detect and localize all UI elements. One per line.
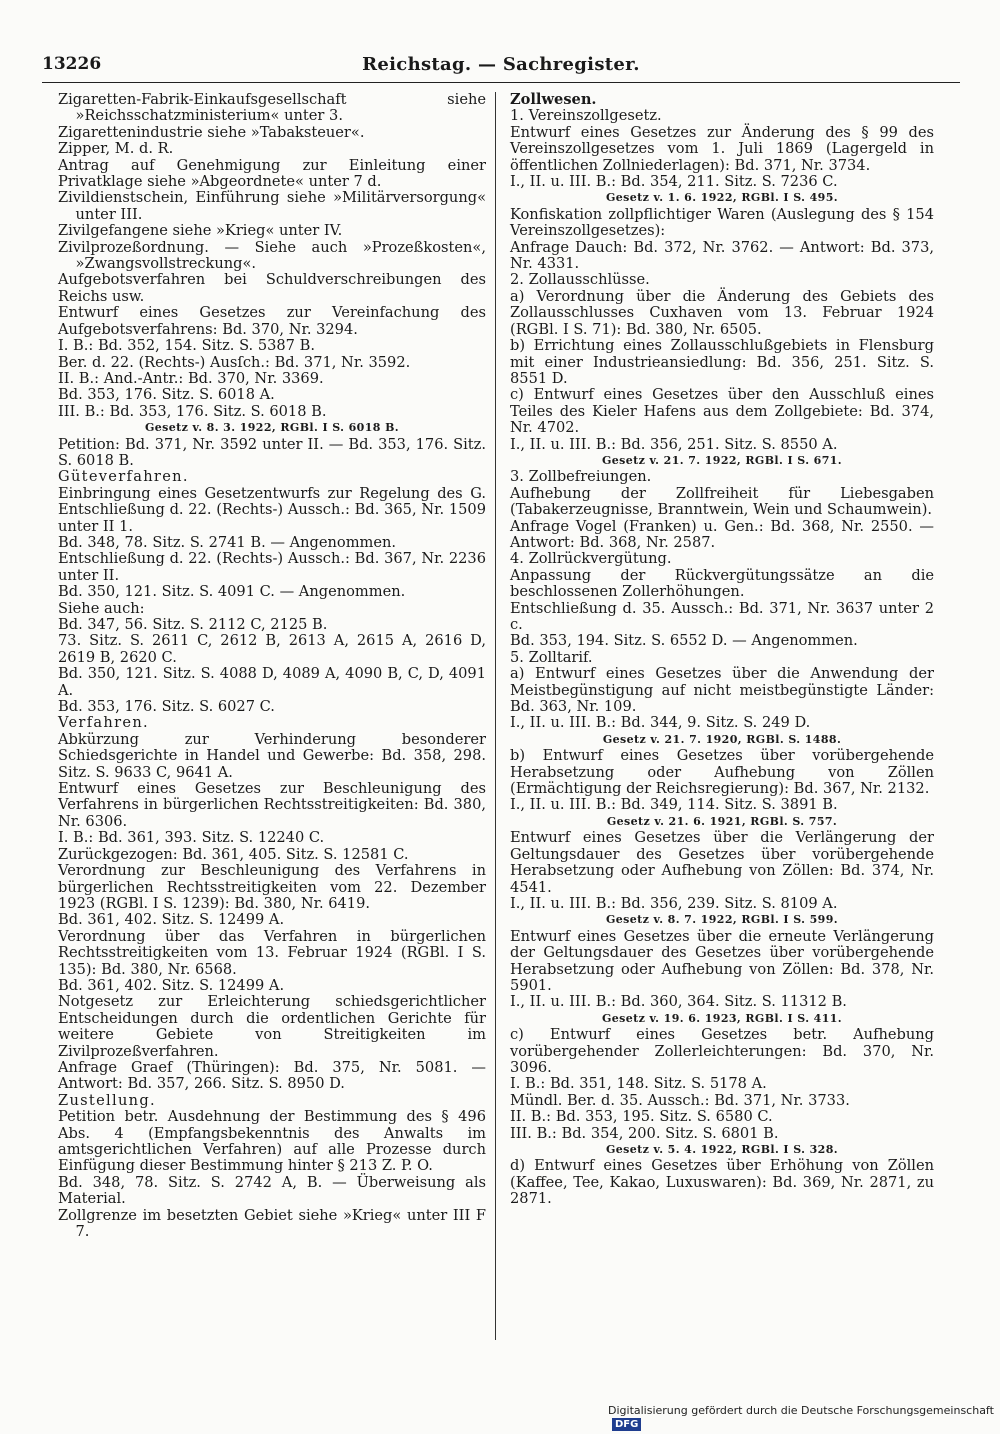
left-entry: Güteverfahren. (58, 468, 189, 486)
left-entry: Anfrage Graef (Thüringen): Bd. 375, Nr. 5081. — Antwort: Bd. 357, 266. Sitz. S. 8950 D. (58, 1058, 486, 1093)
left-entry: Bd. 350, 121. Sitz. S. 4091 C. — Angenommen. (58, 583, 406, 601)
left-entry: Bd. 361, 402. Sitz. S. 12499 A. (58, 911, 285, 929)
right-entry: a) Entwurf eines Gesetzes über die Anwendung der Meistbegünstigung auf nicht meistbegünstigte Länder: Bd. 363, Nr. 109. (510, 665, 934, 716)
right-entry: Entwurf eines Gesetzes über die Verlängerung der Geltungsdauer des Gesetzes über vorübergehende Herabsetzung oder Aufhebung von Zöllen: Bd. 374, Nr. 4541. (510, 829, 934, 896)
left-entry: Zipper, M. d. R. (58, 140, 174, 158)
right-entry: a) Verordnung über die Änderung des Gebiets des Zollausschlusses Cuxhaven vom 13. Februar 1924 (RGBl. I S. 71): Bd. 380, Nr. 6505. (510, 287, 934, 338)
left-entry: III. B.: Bd. 353, 176. Sitz. S. 6018 B. (58, 402, 327, 420)
left-entry: Entwurf eines Gesetzes zur Beschleunigung des Verfahrens in bürgerlichen Rechtsstreitigkeiten: Bd. 380, Nr. 6306. (58, 780, 486, 830)
dfg-logo: DFG (612, 1418, 641, 1431)
left-entry: Aufgebotsverfahren bei Schuldverschreibungen des Reichs usw. (58, 271, 486, 305)
right-entry: I., II. u. III. B.: Bd. 354, 211. Sitz. S. 7236 C. (510, 173, 838, 191)
left-entry: Siehe auch: (58, 599, 145, 617)
left-entry: Bd. 348, 78. Sitz. S. 2741 B. — Angenommen. (58, 533, 397, 551)
left-entry: Antrag auf Genehmigung zur Einleitung einer Privatklage siehe »Abgeordnete« unter 7 d. (58, 156, 486, 191)
page-title: Reichstag. — Sachregister. (362, 54, 640, 75)
right-entry: Bd. 353, 194. Sitz. S. 6552 D. — Angenommen. (510, 632, 858, 650)
right-entry: d) Entwurf eines Gesetzes über Erhöhung von Zöllen (Kaffee, Tee, Kakao, Luxuswaren): Bd. 369, Nr. 2871, zu 2871. (510, 1157, 934, 1208)
right-entry: Gesetz v. 21. 7. 1920, RGBl. S. 1488. (602, 732, 842, 746)
right-entry: I., II. u. III. B.: Bd. 360, 364. Sitz. S. 11312 B. (510, 993, 847, 1011)
right-entry: I., II. u. III. B.: Bd. 349, 114. Sitz. S. 3891 B. (510, 796, 838, 814)
footer-text: Digitalisierung gefördert durch die Deutsche Forschungsgemeinschaft (608, 1404, 994, 1417)
right-entry: b) Entwurf eines Gesetzes über vorübergehende Herabsetzung oder Aufhebung von Zöllen (Ermächtigung der Reichsregierung): Bd. 367, Nr. 2132. (510, 747, 934, 798)
right-entry: I., II. u. III. B.: Bd. 356, 239. Sitz. S. 8109 A. (510, 894, 838, 912)
right-entry: 1. Vereinszollgesetz. (510, 107, 662, 125)
right-entry: 2. Zollausschlüsse. (510, 271, 650, 289)
left-entry: Bd. 347, 56. Sitz. S. 2112 C, 2125 B. (58, 616, 328, 633)
left-entry: 73. Sitz. S. 2611 C, 2612 B, 2613 A, 2615 A, 2616 D, 2619 B, 2620 C. (58, 632, 486, 666)
right-entry: Gesetz v. 21. 6. 1921, RGBl. S. 757. (606, 814, 838, 828)
left-entry: Zivilprozeßordnung. — Siehe auch »Prozeßkosten«, »Zwangsvollstreckung«. (58, 238, 486, 273)
right-entry: Gesetz v. 1. 6. 1922, RGBl. I S. 495. (605, 191, 839, 205)
page-number: 13226 (42, 54, 102, 74)
left-entry: Notgesetz zur Erleichterung schiedsgerichtlicher Entscheidungen durch die ordentlichen Gerichte für weitere Gebiete von Streitigkeiten im Zivilprozeßverfahren. (58, 993, 486, 1060)
left-entry: Entschließung d. 22. (Rechts-) Aussch.: Bd. 367, Nr. 2236 unter II. (58, 550, 486, 584)
page-header (42, 54, 960, 84)
right-entry: Entwurf eines Gesetzes zur Änderung des § 99 des Vereinszollgesetzes vom 1. Juli 1869 (Lagergeld in öffentlichen Zollniederlagen): Bd. 371, Nr. 3734. (510, 123, 934, 174)
right-entry: Gesetz v. 8. 7. 1922, RGBl. I S. 599. (605, 913, 839, 927)
left-entry: Verordnung zur Beschleunigung des Verfahrens in bürgerlichen Rechtsstreitigkeiten vom 22. Dezember 1923 (RGBl. I S. 1239): Bd. 380, Nr. 6419. (58, 862, 486, 912)
right-entry: Entwurf eines Gesetzes über die erneute Verlängerung der Geltungsdauer des Gesetzes über vorübergehende Herabsetzung oder Aufhebung von Zöllen: Bd. 378, Nr. 5901. (510, 927, 934, 994)
right-entry: I., II. u. III. B.: Bd. 356, 251. Sitz. S. 8550 A. (510, 435, 838, 453)
right-entry: Entschließung d. 35. Aussch.: Bd. 371, Nr. 3637 unter 2 c. (510, 599, 934, 633)
right-entry: III. B.: Bd. 354, 200. Sitz. S. 6801 B. (510, 1124, 779, 1142)
right-entry: Gesetz v. 5. 4. 1922, RGBl. I S. 328. (605, 1143, 839, 1156)
left-entry: Ber. d. 22. (Rechts-) Ausſch.: Bd. 371, Nr. 3592. (58, 353, 411, 371)
right-entry: b) Errichtung eines Zollausschlußgebiets in Flensburg mit einer Industrieansiedlung: Bd. 356, 251. Sitz. S. 8551 D. (510, 337, 934, 387)
left-entry: Zurückgezogen: Bd. 361, 405. Sitz. S. 12581 C. (58, 845, 409, 863)
left-entry: Petition: Bd. 371, Nr. 3592 unter II. — Bd. 353, 176. Sitz. S. 6018 B. (58, 435, 486, 469)
left-entry: Zivildienstschein, Einführung siehe »Militärversorgung« unter III. (58, 189, 486, 223)
left-entry: Petition betr. Ausdehnung der Bestimmung des § 496 Abs. 4 (Empfangsbekenntnis des Anwalts im amtsgerichtlichen Verfahren) auf alle Prozesse durch Einfügung dieser Bestimmung hinter § 213 Z. P. O. (58, 1108, 486, 1175)
column-divider (495, 92, 496, 1340)
left-entry: II. B.: And.-Antr.: Bd. 370, Nr. 3369. (58, 369, 324, 387)
left-entry: Zigaretten-Fabrik-Einkaufsgesellschaft siehe »Reichsschatzministerium« unter 3. (58, 91, 486, 125)
left-entry: Gesetz v. 8. 3. 1922, RGBl. I S. 6018 B. (144, 421, 399, 435)
right-entry: Gesetz v. 19. 6. 1923, RGBl. I S. 411. (601, 1011, 843, 1025)
left-entry: Entwurf eines Gesetzes zur Vereinfachung des Aufgebotsverfahrens: Bd. 370, Nr. 3294. (58, 304, 486, 338)
right-entry: Anfrage Dauch: Bd. 372, Nr. 3762. — Antwort: Bd. 373, Nr. 4331. (510, 238, 934, 273)
right-entry: Konfiskation zollpflichtiger Waren (Auslegung des § 154 Vereinszollgesetzes): (510, 205, 934, 240)
footer (608, 1404, 1000, 1431)
right-entry: 4. Zollrückvergütung. (510, 550, 672, 568)
left-entry: Zigarettenindustrie siehe »Tabaksteuer«. (58, 123, 365, 141)
left-entry: Verfahren. (58, 714, 149, 732)
left-entry: Zollgrenze im besetzten Gebiet siehe »Krieg« unter III F 7. (58, 1206, 486, 1241)
right-entry: Anfrage Vogel (Franken) u. Gen.: Bd. 368, Nr. 2550. — Antwort: Bd. 368, Nr. 2587. (510, 517, 934, 551)
left-entry: Abkürzung zur Verhinderung besonderer Schiedsgerichte in Handel und Gewerbe: Bd. 358, 298. Sitz. S. 9633 C, 9641 A. (58, 730, 486, 781)
left-entry: Bd. 353, 176. Sitz. S. 6027 C. (58, 698, 275, 716)
right-entry: I., II. u. III. B.: Bd. 344, 9. Sitz. S. 249 D. (510, 714, 811, 732)
right-entry: II. B.: Bd. 353, 195. Sitz. S. 6580 C. (510, 1108, 773, 1126)
left-entry: Bd. 361, 402. Sitz. S. 12499 A. (58, 976, 285, 994)
header-rule (42, 82, 960, 83)
right-entry: c) Entwurf eines Gesetzes über den Ausschluß eines Teiles des Kieler Hafens aus dem Zollgebiete: Bd. 374, Nr. 4702. (510, 386, 934, 437)
right-entry: Zollwesen. (510, 91, 597, 108)
right-entry: Aufhebung der Zollfreiheit für Liebesgaben (Tabakerzeugnisse, Branntwein, Wein und Schaumwein). (510, 484, 934, 519)
right-column (510, 92, 934, 1208)
left-entry: Bd. 350, 121. Sitz. S. 4088 D, 4089 A, 4090 B, C, D, 4091 A. (58, 665, 486, 699)
left-entry: I. B.: Bd. 352, 154. Sitz. S. 5387 B. (58, 337, 315, 355)
left-entry: Einbringung eines Gesetzentwurfs zur Regelung des G. Entschließung d. 22. (Rechts-) Aussch.: Bd. 365, Nr. 1509 unter II 1. (58, 484, 486, 535)
left-entry: Zustellung. (58, 1091, 156, 1109)
right-entry: Mündl. Ber. d. 35. Aussch.: Bd. 371, Nr. 3733. (510, 1091, 850, 1109)
left-entry: Bd. 353, 176. Sitz. S. 6018 A. (58, 386, 275, 404)
right-entry: 3. Zollbefreiungen. (510, 468, 652, 486)
right-entry: Gesetz v. 21. 7. 1922, RGBl. I S. 671. (601, 453, 843, 467)
right-entry: c) Entwurf eines Gesetzes betr. Aufhebung vorübergehender Zollerleichterungen: Bd. 370, Nr. 3096. (510, 1026, 934, 1076)
right-entry: Anpassung der Rückvergütungssätze an die beschlossenen Zollerhöhungen. (510, 566, 934, 601)
left-entry: Zivilgefangene siehe »Krieg« unter IV. (58, 222, 343, 240)
left-entry: Bd. 348, 78. Sitz. S. 2742 A, B. — Überweisung als Material. (58, 1173, 486, 1208)
left-entry: Verordnung über das Verfahren in bürgerlichen Rechtsstreitigkeiten vom 13. Februar 1924 (RGBl. I S. 135): Bd. 380, Nr. 6568. (58, 927, 486, 978)
left-column (58, 92, 486, 1240)
right-entry: I. B.: Bd. 351, 148. Sitz. S. 5178 A. (510, 1075, 767, 1093)
left-entry: I. B.: Bd. 361, 393. Sitz. S. 12240 C. (58, 829, 325, 847)
right-entry: 5. Zolltarif. (510, 648, 593, 666)
